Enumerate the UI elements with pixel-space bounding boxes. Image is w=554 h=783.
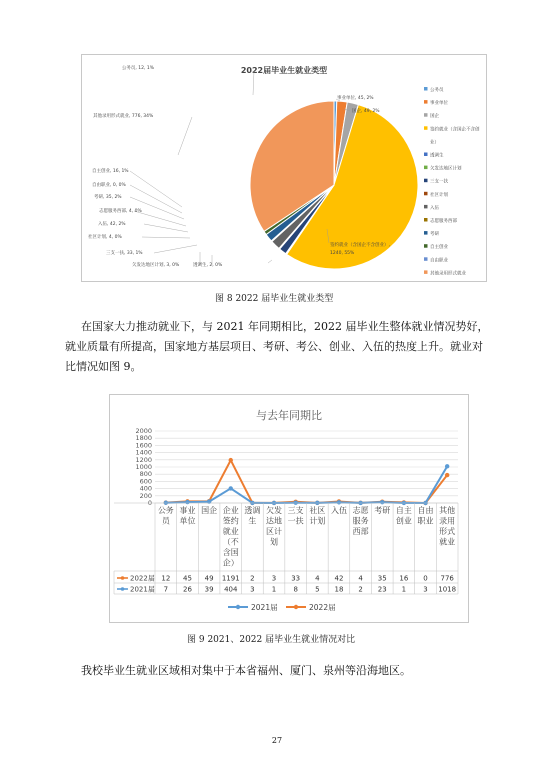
category-label: 员 [161,516,170,526]
pie-callout-label: 透调生, 2, 0% [193,263,223,268]
table-cell: 45 [183,574,192,583]
pie-leader-line [144,224,188,232]
row-legend-marker [121,587,125,591]
series-point [229,458,233,462]
row-series-name: 2021届 [130,585,155,594]
category-label: 自主 [395,506,412,515]
pie-callout-label: 欠发达地区计划, 3, 0% [132,263,180,268]
category-label: 一扶 [287,516,304,526]
y-tick-label: 400 [139,484,152,493]
category-label: 欠发 [266,506,283,515]
category-label: 单位 [179,516,196,526]
category-label: 签约 [222,516,239,526]
category-label: 入伍 [330,506,347,515]
y-tick-label: 1200 [135,455,152,464]
pie-legend-label: 签约就业（含国企不含创 [430,127,480,133]
legend-swatch [424,113,428,117]
pie-legend-label: 自主创业 [430,245,448,251]
pie-callout-label: 国企, 49, 2% [352,109,380,114]
legend-swatch [424,87,428,91]
table-cell: 5 [315,585,320,594]
pie-callout-label: 社区计划, 4, 0% [88,235,122,240]
table-cell: 26 [183,585,192,594]
pie-legend-label: 透调生 [430,153,444,159]
pie-legend-label: 社区计划 [430,192,448,198]
category-label: 西部 [352,527,369,536]
table-cell: 2 [250,574,255,583]
category-label: （不 [222,537,239,547]
category-label: 划 [270,537,279,547]
table-cell: 35 [377,574,387,583]
line-title: 与去年同期比 [256,409,322,422]
paragraph-line: 比情况如图 9。 [65,360,142,373]
pie-callout-label: 三支一扶, 33, 1% [106,251,143,256]
pie-callout-label: 考研, 35, 2% [94,195,122,200]
series-point [445,473,449,477]
page-number: 27 [271,736,283,745]
pie-callout-label: 事业单位, 45, 2% [337,96,374,101]
pie-legend-label: 国企 [430,114,439,120]
table-cell: 1018 [438,585,457,594]
pie-leader-line [268,260,272,263]
y-tick-label: 600 [139,477,152,486]
category-label: 透调 [244,506,261,515]
legend-swatch [424,257,428,261]
pie-legend-label: 事业单位 [430,101,448,107]
series-point [337,500,341,504]
paragraph-line: 在国家大力推动就业下，与 2021 年同期相比，2022 届毕业生整体就业情况势好， [81,320,489,333]
category-label: 就业 [439,537,456,547]
table-cell: 3 [250,585,255,594]
category-label: 职业 [417,516,434,526]
table-cell: 18 [334,585,344,594]
y-tick-label: 1000 [135,463,152,471]
pie-legend-label: 公务员 [430,88,444,93]
line-chart-frame [109,394,469,623]
category-label: 企业 [222,506,239,515]
fig9-caption: 图 9 2021、2022 届毕业生就业情况对比 [187,635,356,645]
category-label: 国企 [201,506,218,515]
pie-chart [82,55,486,281]
table-cell: 776 [440,574,454,583]
table-cell: 39 [204,585,214,594]
row-legend-marker [121,576,125,580]
table-cell: 3 [271,574,277,583]
category-label: 自由 [417,506,434,515]
y-tick-label: 1800 [135,434,152,443]
category-label: 录用 [439,516,456,526]
table-cell: 4 [315,574,320,583]
legend-swatch [424,126,428,130]
pie-title: 2022届毕业生就业类型 [240,66,328,75]
category-label: 事业 [179,506,196,515]
pie-leader-line [178,117,192,155]
legend-swatch [424,153,428,157]
category-label: 服务 [352,516,369,526]
pie-legend-label: 业） [430,140,439,146]
table-cell: 33 [291,574,301,583]
pie-legend-label: 志愿服务西部 [430,219,457,224]
series-point [293,501,297,505]
fig8-caption: 图 8 2022 届毕业生就业类型 [215,294,334,304]
pie-legend-label: 其他录用形式就业 [430,271,466,277]
legend-label: 2022届 [309,603,336,612]
pie-legend-label: 三支一扶 [430,179,448,185]
series-point [164,501,168,505]
category-label: 生 [248,516,257,526]
legend-swatch [424,192,428,196]
legend-swatch [424,218,428,222]
category-label: 形式 [439,527,456,536]
legend-swatch [424,270,428,274]
pie-leader-line [130,197,184,219]
category-label: 含国 [222,548,239,557]
pie-chart-frame [81,54,487,282]
legend-swatch [424,166,428,170]
category-label: 其他 [439,506,456,515]
table-cell: 1191 [221,574,240,583]
category-label: 考研 [374,506,391,515]
legend-marker [294,605,298,609]
table-cell: 49 [204,574,214,583]
y-tick-label: 1600 [135,441,152,450]
series-line [166,466,447,503]
line-chart [110,395,468,622]
pie-leader-line [154,245,197,253]
pie-leader-line [142,237,190,238]
category-label: 达地 [266,516,283,526]
table-cell: 1 [401,585,407,594]
pie-callout-label: 公务员, 12, 1% [121,66,154,71]
legend-swatch [424,231,428,235]
paragraph-line: 我校毕业生就业区域相对集中于本省福州、厦门、泉州等沿海地区。 [81,664,411,677]
category-label: 企） [222,558,239,568]
paragraph-line: 就业质量有所提高，国家地方基层项目、考研、考公、创业、入伍的热度上升。就业对 [65,340,483,353]
series-point [380,500,384,504]
pie-legend-label: 欠发达地区计划 [430,166,462,172]
table-cell: 16 [399,574,409,583]
pie-legend-label: 自由职业 [430,258,448,264]
table-cell: 404 [224,585,238,594]
series-point [445,464,449,468]
legend-swatch [424,205,428,209]
category-label: 公务 [157,506,174,515]
legend-swatch [424,100,428,104]
y-tick-label: 2000 [135,427,152,435]
table-cell: 7 [163,585,169,594]
category-label: 区计 [266,527,283,536]
legend-swatch [424,179,428,183]
legend-swatch [424,244,428,248]
category-label: 志愿 [352,506,369,515]
legend-marker [236,605,240,609]
pie-callout-label: 自由职业, 0, 0% [92,183,126,188]
table-cell: 2 [358,585,363,594]
category-label: 三支 [287,506,304,515]
series-point [185,500,189,504]
pie-callout-label: 志愿服务西部, 4, 0% [99,209,142,214]
pie-legend-label: 入伍 [430,205,439,211]
series-point [229,486,233,490]
table-cell: 8 [293,585,298,594]
category-label: 计划 [309,516,326,526]
table-cell: 0 [423,574,428,583]
legend-label: 2021届 [251,603,278,612]
y-tick-label: 1400 [135,448,152,457]
row-series-name: 2022届 [130,574,155,583]
table-cell: 12 [161,574,171,583]
pie-callout-label: 其他录用形式就业, 776, 34% [93,114,154,119]
y-tick-label: 0 [147,499,152,507]
table-cell: 1 [271,585,277,594]
pie-callout-label: 1240, 55% [330,251,355,256]
table-cell: 4 [358,574,363,583]
pie-callout-label: 自主创业, 16, 1% [92,169,129,174]
category-label: 就业 [222,527,239,536]
pie-callout-label: 入伍, 42, 2% [98,222,126,227]
table-cell: 23 [377,585,387,594]
table-cell: 42 [334,574,344,583]
category-label: 创业 [395,516,412,526]
pie-leader-line [134,211,186,226]
table-cell: 3 [423,585,428,594]
category-label: 社区 [309,506,326,515]
pie-legend-label: 考研 [430,232,439,238]
pie-callout-label: 签约就业（含国企不含创业）, [330,243,390,248]
y-tick-label: 800 [139,470,152,479]
y-tick-label: 200 [139,491,152,500]
